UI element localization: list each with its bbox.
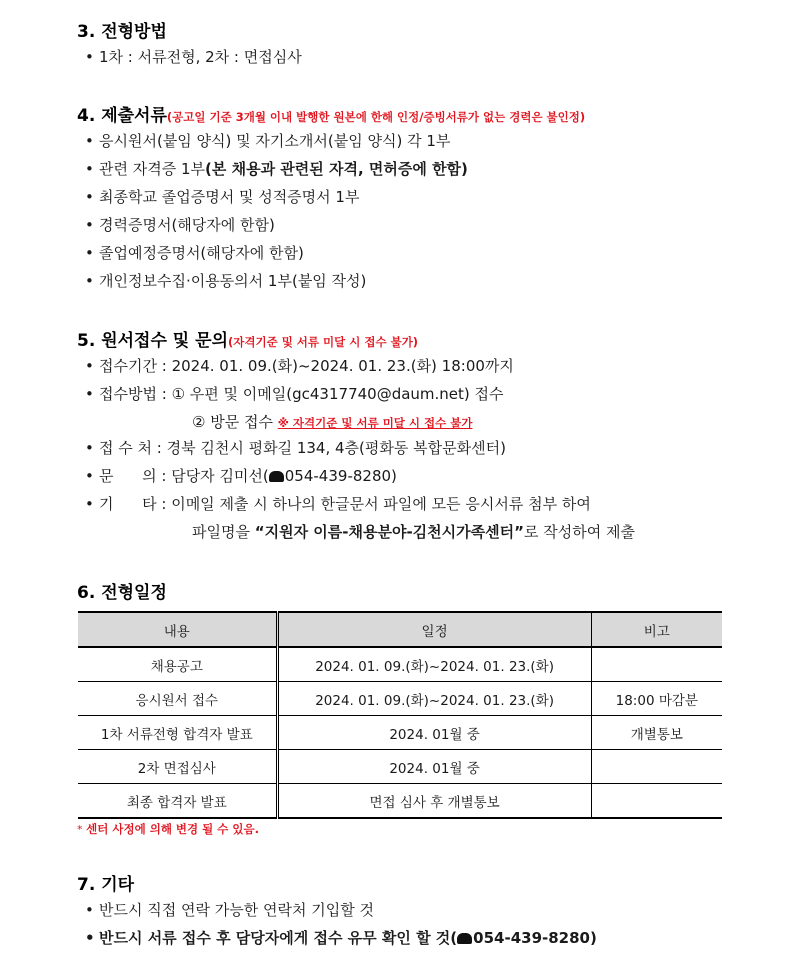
list-item-etc: • 기 타 : 이메일 제출 시 하나의 한글문서 파일에 모든 응시서류 첨부 하여 bbox=[85, 495, 591, 513]
column-header: 일정 bbox=[277, 612, 591, 647]
section-4-note: (공고일 기준 3개월 이내 발행한 원본에 한해 인정/증빙서류가 없는 경력은 불인정) bbox=[166, 110, 586, 124]
table-cell: 2024. 01. 09.(화)~2024. 01. 23.(화) bbox=[277, 647, 591, 682]
bullet-icon: • bbox=[85, 216, 94, 234]
table-cell bbox=[591, 647, 722, 682]
bullet-icon: • bbox=[85, 48, 94, 66]
list-item-contact: • 문 의 : 담당자 김미선( 054-439-8280) bbox=[85, 467, 397, 485]
list-item: • 반드시 직접 연락 가능한 연락처 기입할 것 bbox=[85, 901, 374, 919]
list-item-method: • 접수방법 : ① 우편 및 이메일(gc4317740@daum.net) 접수 bbox=[85, 385, 504, 403]
list-item-place: • 접 수 처 : 경북 김천시 평화길 134, 4층(평화동 복합문화센터) bbox=[85, 439, 506, 457]
list-item-etc-line2: 파일명을 “지원자 이름-채용분야-김천시가족센터”로 작성하여 제출 bbox=[192, 523, 635, 541]
phone-icon bbox=[269, 471, 284, 482]
bullet-icon: • bbox=[85, 357, 94, 375]
bullet-icon: • bbox=[85, 244, 94, 262]
table-row bbox=[78, 750, 722, 784]
table-row bbox=[78, 716, 722, 750]
list-item-period: • 접수기간 : 2024. 01. 09.(화)~2024. 01. 23.(화) 18:00까지 bbox=[85, 357, 514, 375]
table-cell: 2024. 01월 중 bbox=[277, 716, 591, 750]
section-7-title: 7. 기타 bbox=[77, 875, 135, 895]
bullet-icon: • bbox=[85, 929, 95, 947]
section-5-note: (자격기준 및 서류 미달 시 접수 불가) bbox=[228, 335, 419, 349]
bullet-icon: • bbox=[85, 495, 94, 513]
column-header: 비고 bbox=[591, 612, 722, 647]
section-6-title: 6. 전형일정 bbox=[77, 583, 167, 603]
list-item: • 경력증명서(해당자에 한함) bbox=[85, 216, 275, 234]
schedule-footnote bbox=[77, 821, 259, 837]
table-cell: 1차 서류전형 합격자 발표 bbox=[78, 716, 277, 750]
table-cell: 응시원서 접수 bbox=[78, 682, 277, 716]
table-cell: 개별통보 bbox=[591, 716, 722, 750]
list-item-method-2: ② 방문 접수 ※ 자격기준 및 서류 미달 시 접수 불가 bbox=[192, 413, 473, 431]
table-cell: 채용공고 bbox=[78, 647, 277, 682]
footnote-text: 센터 사정에 의해 변경 될 수 있음. bbox=[86, 822, 259, 836]
table-cell bbox=[591, 784, 722, 819]
bullet-icon: • bbox=[85, 385, 94, 403]
method-2-note: ※ 자격기준 및 서류 미달 시 접수 불가 bbox=[277, 416, 473, 430]
column-header: 내용 bbox=[78, 612, 277, 647]
list-item-bold: • 반드시 서류 접수 후 담당자에게 접수 유무 확인 할 것( 054-439-8280) bbox=[85, 929, 597, 947]
table-cell: 2024. 01. 09.(화)~2024. 01. 23.(화) bbox=[277, 682, 591, 716]
bullet-icon: • bbox=[85, 467, 94, 485]
list-item: • 개인정보수집·이용동의서 1부(붙임 작성) bbox=[85, 272, 367, 290]
list-item: • 관련 자격증 1부(본 채용과 관련된 자격, 면허증에 한함) bbox=[85, 160, 468, 178]
list-item: • 1차 : 서류전형, 2차 : 면접심사 bbox=[85, 48, 302, 66]
table-cell: 2차 면접심사 bbox=[78, 750, 277, 784]
table-row bbox=[78, 647, 722, 682]
list-item: • 최종학교 졸업증명서 및 성적증명서 1부 bbox=[85, 188, 360, 206]
section-4-title: 4. 제출서류 bbox=[77, 106, 167, 126]
table-row bbox=[78, 682, 722, 716]
bullet-icon: • bbox=[85, 901, 94, 919]
table-cell: 면접 심사 후 개별통보 bbox=[277, 784, 591, 819]
bullet-icon: • bbox=[85, 132, 94, 150]
section-5-title: 5. 원서접수 및 문의 bbox=[77, 331, 228, 351]
table-cell: 최종 합격자 발표 bbox=[78, 784, 277, 819]
section-5-header bbox=[77, 326, 418, 351]
bullet-icon: • bbox=[85, 188, 94, 206]
bullet-icon: • bbox=[85, 439, 94, 457]
list-item: • 응시원서(붙임 양식) 및 자기소개서(붙임 양식) 각 1부 bbox=[85, 132, 451, 150]
bullet-icon: • bbox=[85, 160, 94, 178]
section-3-title: 3. 전형방법 bbox=[77, 22, 167, 42]
table-cell: 2024. 01월 중 bbox=[277, 750, 591, 784]
footnote-star: * bbox=[77, 823, 83, 836]
table-cell: 18:00 마감분 bbox=[591, 682, 722, 716]
bullet-icon: • bbox=[85, 272, 94, 290]
schedule-table bbox=[78, 611, 722, 819]
table-row bbox=[78, 784, 722, 819]
phone-icon bbox=[457, 933, 472, 944]
section-4-header bbox=[77, 101, 585, 126]
table-cell bbox=[591, 750, 722, 784]
table-header-row bbox=[78, 612, 722, 647]
list-item: • 졸업예정증명서(해당자에 한함) bbox=[85, 244, 304, 262]
